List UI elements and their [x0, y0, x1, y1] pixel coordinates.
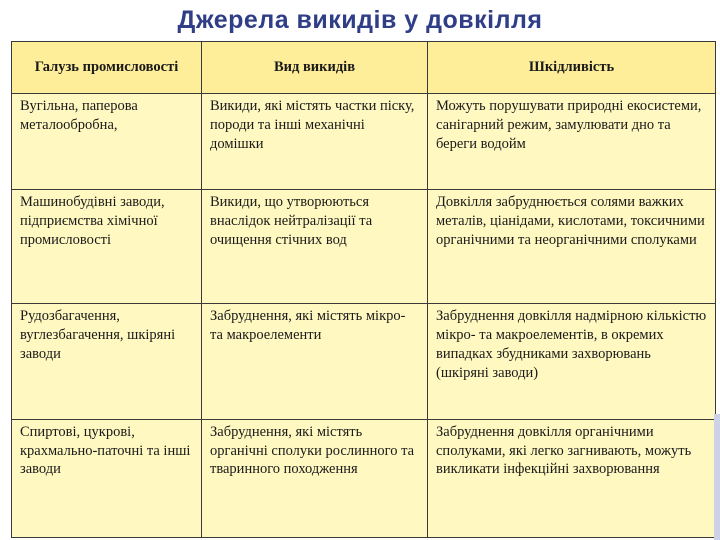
cell-emission: Викиди, що утворюються внаслідок нейтралізації та очищення стічних вод [202, 190, 428, 304]
header-industry: Галузь промисловості [12, 42, 202, 94]
cell-harm: Забруднення довкілля надмірною кількістю мікро- та макроелементів, в окремих випадках збудниками захворювань (шкіряні заводи) [428, 304, 716, 419]
decorative-side-strip [714, 414, 720, 540]
header-emission-type: Вид викидів [202, 42, 428, 94]
table-header-row [12, 42, 716, 94]
cell-industry: Вугільна, паперова металообробна, [12, 94, 202, 190]
cell-industry: Машинобудівні заводи, підприємства хімічної промисловості [12, 190, 202, 304]
cell-harm: Довкілля забруднюється солями важких металів, ціанідами, кислотами, токсичними органічними та неорганічними сполуками [428, 190, 716, 304]
slide-title: Джерела викидів у довкілля [177, 6, 543, 34]
header-harm: Шкідливість [428, 42, 716, 94]
cell-harm: Можуть порушувати природні екосистеми, санігарний режим, замулювати дно та береги водойм [428, 94, 716, 190]
cell-industry: Рудозбагачення, вуглезбагачення, шкіряні заводи [12, 304, 202, 419]
table-row [12, 190, 716, 304]
table-row [12, 419, 716, 537]
table-row [12, 304, 716, 419]
cell-emission: Забруднення, які містять органічні сполуки рослинного та тваринного походження [202, 419, 428, 537]
cell-emission: Викиди, які містять частки піску, породи та інші механічні домішки [202, 94, 428, 190]
emissions-table [11, 41, 716, 538]
cell-emission: Забруднення, які містять мікро- та макроелементи [202, 304, 428, 419]
cell-industry: Спиртові, цукрові, крахмально-паточні та інші заводи [12, 419, 202, 537]
cell-harm: Забруднення довкілля органічними сполуками, які легко загнивають, можуть викликати інфекційні захворювання [428, 419, 716, 537]
table-row [12, 94, 716, 190]
